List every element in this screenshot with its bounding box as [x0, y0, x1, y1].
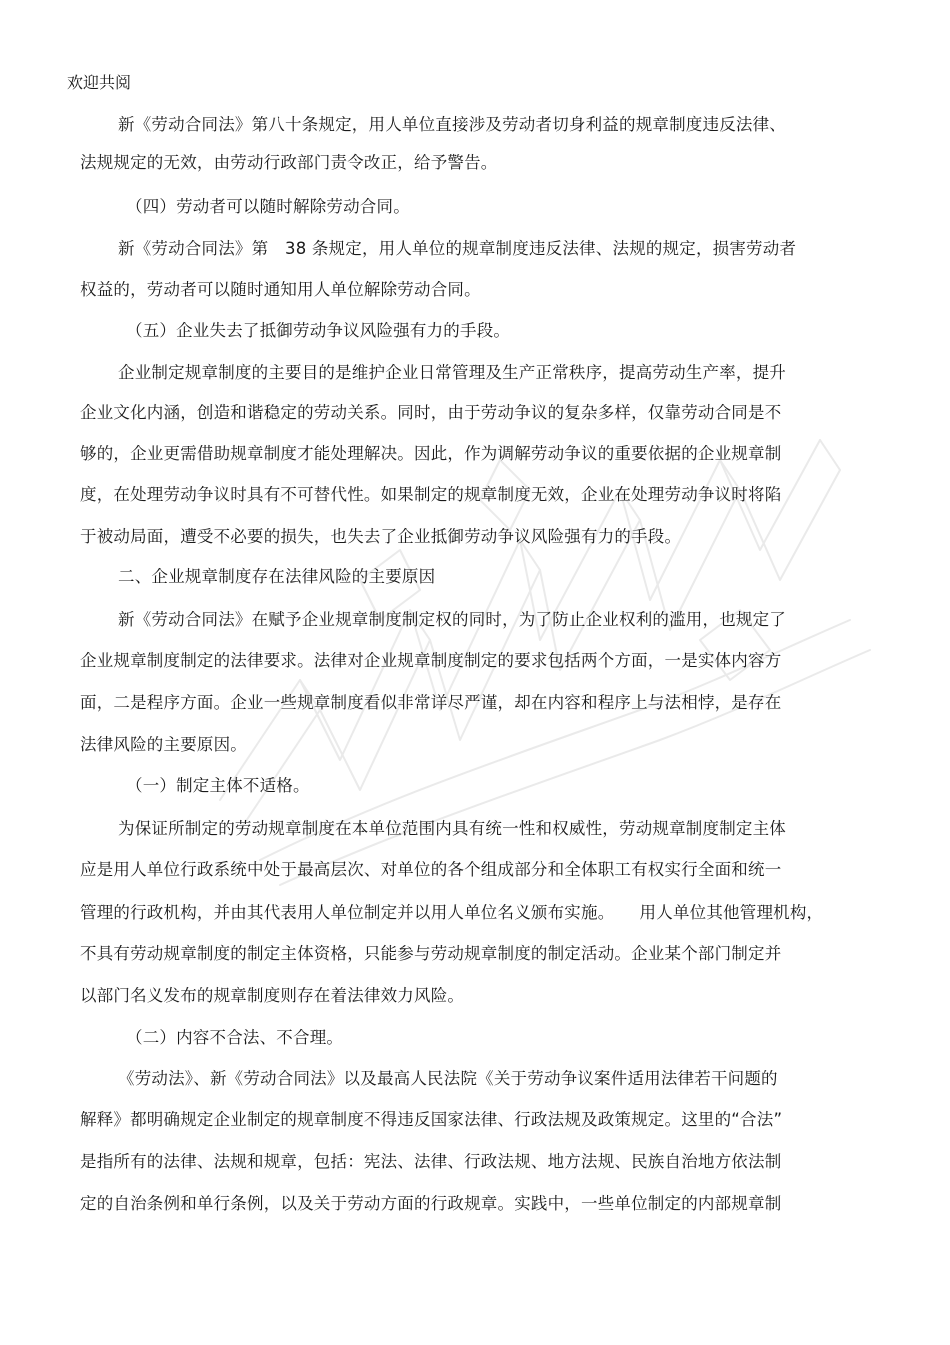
paragraph-line: 够的，企业更需借助规章制度才能处理解决。因此，作为调解劳动争议的重要依据的企业规章制: [80, 444, 782, 463]
paragraph-line: 解释》都明确规定企业制定的规章制度不得违反国家法律、行政法规及政策规定。这里的“合法”: [80, 1110, 783, 1129]
paragraph-line: 为保证所制定的劳动规章制度在本单位范围内具有统一性和权威性，劳动规章制度制定主体: [118, 819, 786, 838]
paragraph-line: 定的自治条例和单行条例，以及关于劳动方面的行政规章。实践中，一些单位制定的内部规章制: [80, 1194, 782, 1213]
paragraph-line: 企业制定规章制度的主要目的是维护企业日常管理及生产正常秩序，提高劳动生产率，提升: [118, 363, 786, 382]
paragraph-line: 新《劳动合同法》第八十条规定，用人单位直接涉及劳动者切身利益的规章制度违反法律、: [118, 115, 786, 134]
paragraph-line: 度，在处理劳动争议时具有不可替代性。如果制定的规章制度无效，企业在处理劳动争议时将陷: [80, 485, 782, 504]
paragraph-line: 企业文化内涵，创造和谐稳定的劳动关系。同时，由于劳动争议的复杂多样，仅靠劳动合同是不: [80, 403, 782, 422]
section-heading: 二、企业规章制度存在法律风险的主要原因: [118, 567, 436, 586]
section-heading: （二）内容不合法、不合理。: [126, 1028, 344, 1047]
paragraph-line: 新《劳动合同法》在赋予企业规章制度制定权的同时，为了防止企业权利的滥用，也规定了: [118, 610, 786, 629]
section-heading: （五）企业失去了抵御劳动争议风险强有力的手段。: [126, 321, 511, 340]
paragraph-line: 面，二是程序方面。企业一些规章制度看似非常详尽严谨，却在内容和程序上与法相悖，是存在: [80, 693, 782, 712]
paragraph-line: 法律风险的主要原因。: [80, 735, 247, 754]
paragraph-line: 不具有劳动规章制度的制定主体资格，只能参与劳动规章制度的制定活动。企业某个部门制定并: [80, 944, 782, 963]
paragraph-line: 应是用人单位行政系统中处于最高层次、对单位的各个组成部分和全体职工有权实行全面和统一: [80, 860, 782, 879]
section-heading: （一）制定主体不适格。: [126, 776, 310, 795]
paragraph-line: 权益的，劳动者可以随时通知用人单位解除劳动合同。: [80, 280, 481, 299]
paragraph-line: 是指所有的法律、法规和规章，包括：宪法、法律、行政法规、地方法规、民族自治地方依法制: [80, 1152, 782, 1171]
paragraph-line: 企业规章制度制定的法律要求。法律对企业规章制度制定的要求包括两个方面，一是实体内容方: [80, 651, 782, 670]
section-heading: （四）劳动者可以随时解除劳动合同。: [126, 197, 410, 216]
paragraph-line: 新《劳动合同法》第 38 条规定，用人单位的规章制度违反法律、法规的规定，损害劳动者: [118, 239, 797, 258]
paragraph-line: 以部门名义发布的规章制度则存在着法律效力风险。: [80, 986, 465, 1005]
paragraph-line: 于被动局面，遭受不必要的损失，也失去了企业抵御劳动争议风险强有力的手段。: [80, 527, 682, 546]
paragraph-line: 《劳动法》、新《劳动合同法》以及最高人民法院《关于劳动争议案件适用法律若干问题的: [118, 1069, 778, 1088]
paragraph-line: 管理的行政机构，并由其代表用人单位制定并以用人单位名义颁布实施。 用人单位其他管理机构，: [80, 903, 824, 922]
paragraph-line: 法规规定的无效，由劳动行政部门责令改正，给予警告。: [80, 153, 498, 172]
header-note: 欢迎共阅: [67, 73, 132, 92]
